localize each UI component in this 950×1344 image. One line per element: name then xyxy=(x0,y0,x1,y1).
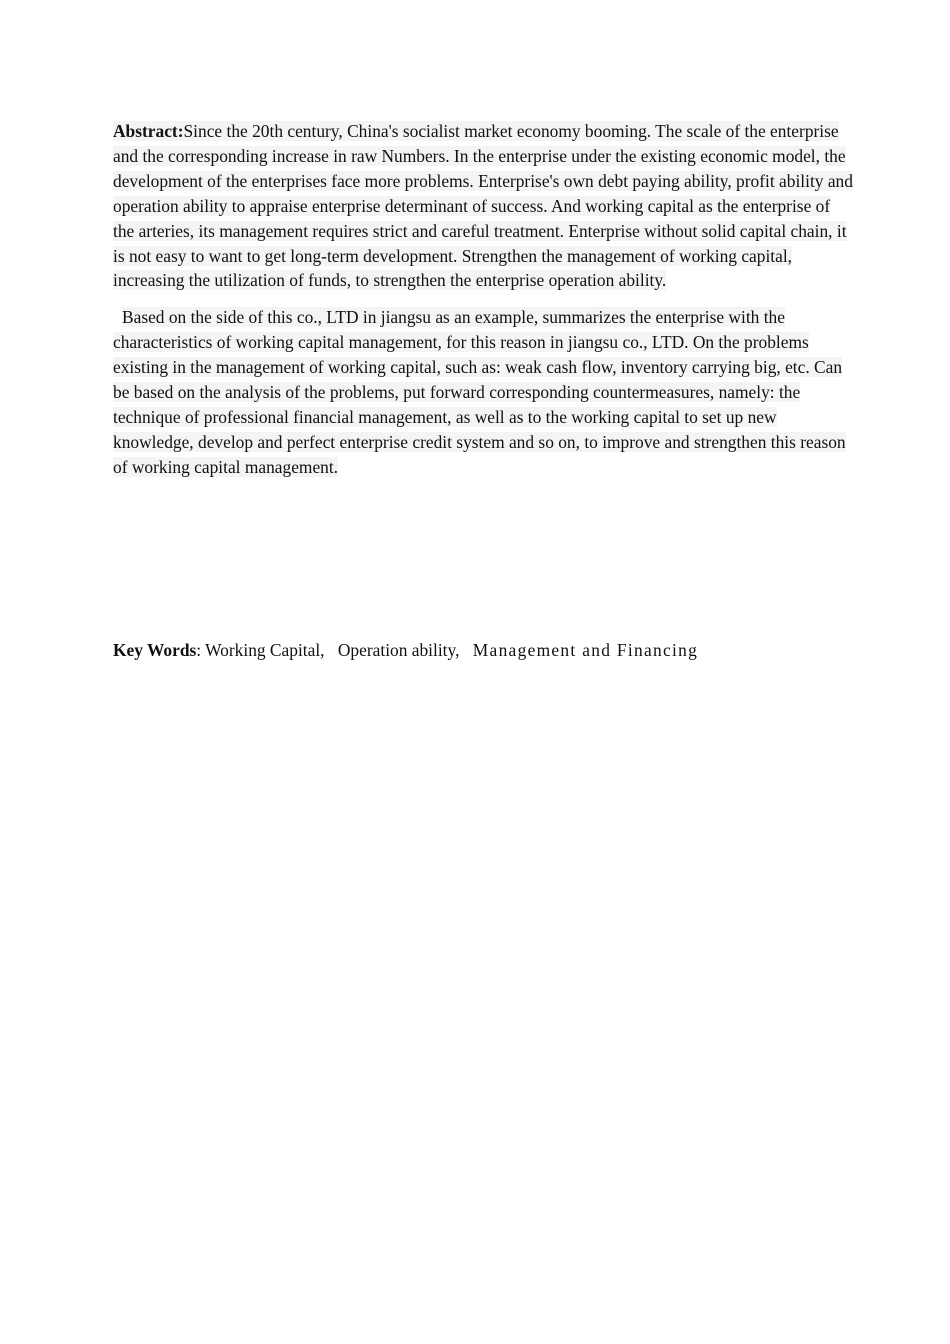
keywords-separator: : xyxy=(196,640,202,660)
keyword-item: Operation ability, xyxy=(337,640,460,660)
abstract-paragraph-2 xyxy=(113,305,853,479)
abstract-label: Abstract: xyxy=(113,121,184,141)
abstract-text-1: Since the 20th century, China's socialist market economy booming. The scale of the enterprise and the corresponding increase in raw Numbers. In the enterprise under the existing economic model, the development of the enterprises face more problems. Enterprise's own debt paying ability, profit ability and operation ability to appraise enterprise determinant of success. And working capital as the enterprise of the arteries, its management requires strict and careful treatment. Enterprise without solid capital chain, it is not easy to want to get long-term development. Strengthen the management of working capital, increasing the utilization of funds, to strengthen the enterprise operation ability. xyxy=(113,121,853,291)
abstract-paragraph-1 xyxy=(113,119,853,293)
keyword-item: Management and Financing xyxy=(472,640,699,660)
keywords-section xyxy=(113,638,873,663)
abstract-text-2: Based on the side of this co., LTD in jiangsu as an example, summarizes the enterprise with the characteristics of working capital management, for this reason in jiangsu co., LTD. On the problems existing in the management of working capital, such as: weak cash flow, inventory carrying big, etc. Can be based on the analysis of the problems, put forward corresponding countermeasures, namely: the technique of professional financial management, as well as to the working capital to set up new knowledge, develop and perfect enterprise credit system and so on, to improve and strengthen this reason of working capital management. xyxy=(113,307,846,477)
keywords-label: Key Words xyxy=(113,640,197,660)
keyword-item: Working Capital, xyxy=(205,640,325,660)
abstract-section xyxy=(113,119,853,480)
